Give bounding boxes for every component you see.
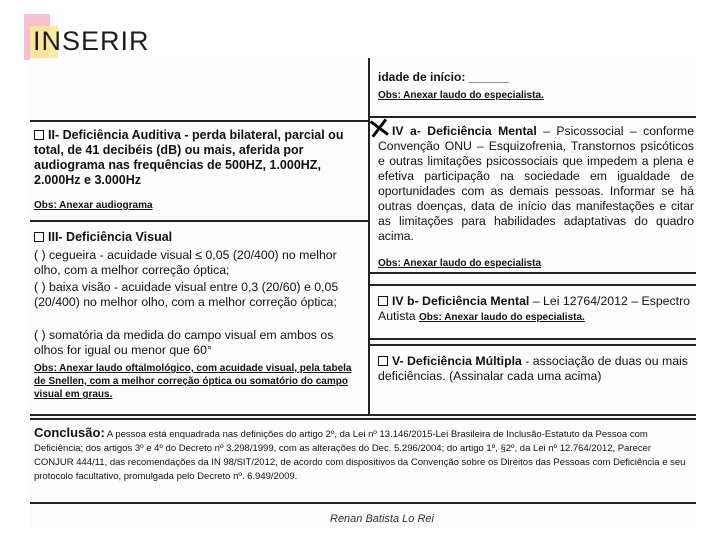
mental-b-title: IV b- Deficiência Mental	[392, 294, 530, 308]
brand-title: INSERIR	[33, 26, 150, 56]
hearing-body: - perda bilateral, parcial ou total, de 41 decibéis (dB) ou mais, aferida por audiograma nas frequências de 500HZ, 1.000HZ, 2.000Hz e 3.000Hz	[34, 128, 344, 187]
mental-a-body: – Psicossocial – conforme Convenção ONU – Esquizofrenia, Transtornos psicóticos e outras limitações psicossociais que impedem a plena e efetiva participação na sociedade em igualdade de oportunidades com as demais pessoas. Informar se há outras doenças, data de início das manifestações e citar as limitações para habilidades adaptativas do quadro acima.	[378, 124, 694, 243]
multiple-title: V- Deficiência Múltipla	[392, 354, 522, 368]
visual-item-field: ( ) somatória da medida do campo visual em ambos os olhos for igual ou menor que 60°	[34, 328, 334, 357]
mental-a-obs: Obs: Anexar laudo do especialista	[378, 258, 542, 269]
visual-item-low-vision: ( ) baixa visão - acuidade visual entre 0,3 (20/60) e 0,05 (20/400) no melhor olho, com a melhor correção óptica;	[34, 280, 339, 309]
conclusion-label: Conclusão:	[34, 425, 105, 440]
mental-a-text	[378, 124, 694, 244]
visual-item-blindness: ( ) cegueira - acuidade visual ≤ 0,05 (20/400) no melhor olho, com a melhor correção óptica;	[34, 248, 337, 277]
mental-b-text	[378, 294, 694, 325]
hearing-deficiency-text	[34, 128, 360, 188]
empty-top-left-box	[30, 58, 370, 122]
x-check-mark-icon: ✕	[364, 111, 395, 148]
conclusion-box	[30, 418, 696, 504]
mental-b-checkbox[interactable]	[378, 296, 388, 306]
conclusion-text	[34, 426, 690, 484]
top-right-box	[368, 58, 696, 118]
mental-a-title: IV a- Deficiência Mental	[392, 124, 537, 138]
mental-b-obs: Obs: Anexar laudo do especialista.	[419, 312, 585, 323]
onset-age-line: idade de início: ______	[378, 70, 509, 84]
visual-title: III- Deficiência Visual	[48, 230, 173, 244]
scanned-form	[30, 58, 696, 528]
multiple-body: - associação de duas ou mais deficiências. (Assinalar cada uma acima)	[378, 354, 688, 383]
mental-b-body: – Lei 12764/2012 – Espectro Autista	[378, 294, 691, 323]
hearing-title: II- Deficiência Auditiva	[48, 128, 181, 142]
multiple-checkbox[interactable]	[378, 356, 388, 366]
visual-title-line	[34, 230, 172, 245]
hearing-deficiency-box	[30, 120, 370, 222]
visual-deficiency-box	[30, 220, 370, 416]
hearing-checkbox[interactable]	[34, 130, 44, 140]
signature: Renan Batista Lo Rei	[330, 513, 434, 525]
multiple-text	[378, 354, 694, 384]
multiple-deficiency-box	[368, 344, 696, 416]
visual-obs: Obs: Anexar laudo oftalmológico, com acuidade visual, pela tabela de Snellen, com a melhor correção óptica ou somatório do campo visual em graus.	[34, 363, 352, 400]
visual-checkbox[interactable]	[34, 232, 44, 242]
hearing-obs: Obs: Anexar audiograma	[34, 200, 153, 211]
conclusion-body: A pessoa está enquadrada nas definições do artigo 2º, da Lei nº 13.146/2015-Lei Brasileira de Inclusão-Estatuto da Pessoa com Deficiência; dos artigos 3º e 4º do Decreto nº 3.298/1999, com as alterações do Dec. 5.296/2004; do artigo 1º, §2º, da Lei nº 12.764/2012, Parecer CONJUR 444/11, das recomendações da IN 98/SIT/2012, de acordo com dispositivos da Convenção sobre os Direitos das Pessoas com Deficiência e seu protocolo facultativo, promulgada pelo Decreto nº. 6.949/2009.	[34, 429, 686, 482]
mental-a-box	[368, 116, 696, 274]
mental-b-box	[368, 284, 696, 340]
top-right-obs: Obs: Anexar laudo do especialista.	[378, 90, 544, 101]
